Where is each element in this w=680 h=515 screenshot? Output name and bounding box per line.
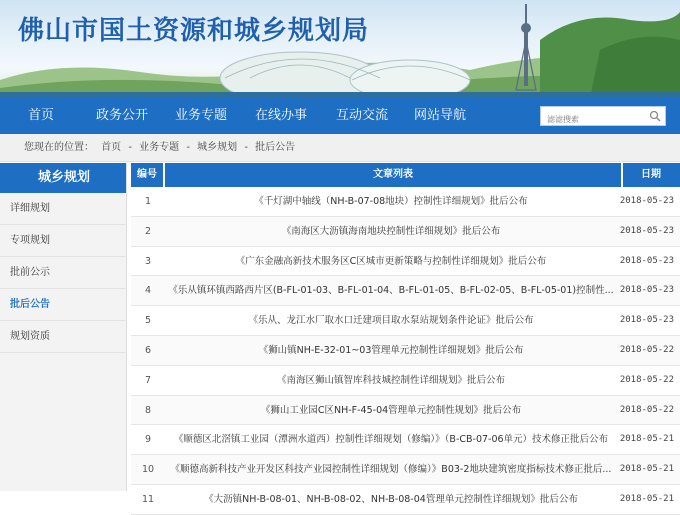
site-title: 佛山市国土资源和城乡规划局 [18,16,370,46]
row-number: 11 [141,493,155,505]
nav-home[interactable]: 首页 [28,108,55,123]
breadcrumb-separator: - [128,142,132,153]
article-title-link[interactable]: 《南海区大沥镇海南地块控制性详细规划》批后公布 [281,225,501,237]
breadcrumb-separator: - [244,142,248,153]
sidebar-item-post-approval-notice[interactable]: 批后公告 [0,289,126,321]
sidebar-heading: 城乡规划 [0,163,126,193]
breadcrumb-urban-rural-planning[interactable]: 城乡规划 [197,142,238,153]
row-date: 2018-05-21 [619,493,674,504]
row-number: 8 [144,404,152,416]
article-title-link[interactable]: 《顺德高新科技产业开发区科技产业园控制性详细规划（修编）》B03-2地块建筑密度指标技术修正批后... [170,464,612,476]
table-row[interactable] [131,276,680,306]
breadcrumb-separator: - [186,142,190,153]
row-number: 2 [144,225,152,237]
row-number: 1 [144,196,152,207]
breadcrumb [0,134,680,162]
table-row[interactable] [131,306,680,336]
nav-online-services[interactable]: 在线办事 [255,108,308,123]
row-number: 6 [144,344,152,356]
article-title-link[interactable]: 《大沥镇NH-B-08-01、NH-B-08-02、NH-B-08-04管理单元控制性详细规划》批后公布 [204,493,578,505]
row-date: 2018-05-22 [619,374,674,385]
row-date: 2018-05-22 [619,344,674,355]
nav-interaction[interactable]: 互动交流 [336,108,389,123]
table-body [131,187,680,515]
nav-business-topics[interactable]: 业务专题 [175,108,228,123]
row-date: 2018-05-23 [619,196,674,206]
table-row[interactable] [131,425,680,455]
row-date: 2018-05-21 [619,464,674,475]
nav-government-affairs[interactable]: 政务公开 [96,108,149,123]
header-article-list: 文章列表 [165,163,621,187]
table-row[interactable] [131,366,680,396]
search-input[interactable] [541,111,647,129]
table-row[interactable] [131,187,680,217]
site-banner [0,0,680,98]
sidebar [0,163,127,491]
table-row[interactable] [131,396,680,426]
breadcrumb-business-topics[interactable]: 业务专题 [139,142,180,153]
table-header [131,163,680,187]
row-date: 2018-05-23 [619,255,674,266]
table-row[interactable] [131,217,680,247]
row-date: 2018-05-21 [619,434,674,445]
breadcrumb-current: 批后公告 [255,142,296,153]
row-date: 2018-05-23 [619,225,674,236]
breadcrumb-home[interactable]: 首页 [101,142,122,153]
breadcrumb-prefix: 您现在的位置： [24,142,94,153]
search-icon[interactable] [649,110,661,122]
article-title-link[interactable]: 《千灯湖中轴线（NH-B-07-08地块）控制性详细规划》批后公布 [254,196,528,207]
row-number: 9 [144,434,152,446]
article-title-link[interactable]: 《广东金融高新技术服务区C区城市更新策略与控制性详细规划》批后公布 [235,255,547,267]
row-number: 3 [144,255,152,267]
table-row[interactable] [131,485,680,515]
sidebar-item-planning-qualification[interactable]: 规划资质 [0,321,126,353]
sidebar-item-special-planning[interactable]: 专项规划 [0,225,126,257]
row-number: 5 [144,315,152,327]
nav-site-guide[interactable]: 网站导航 [414,108,467,123]
row-number: 4 [144,285,152,297]
row-number: 7 [144,374,152,386]
sidebar-item-pre-approval-notice[interactable]: 批前公示 [0,257,126,289]
row-number: 10 [141,464,155,476]
search-box [540,106,666,126]
article-title-link[interactable]: 《乐从、龙江水厂取水口迁建项目取水泵站规划条件论证》批后公布 [248,315,534,327]
header-number: 编号 [131,163,163,187]
table-row[interactable] [131,336,680,366]
row-date: 2018-05-22 [619,404,674,415]
article-title-link[interactable]: 《南海区狮山镇智库科技城控制性详细规划》批后公布 [276,374,505,386]
row-date: 2018-05-23 [619,285,674,296]
article-title-link[interactable]: 《狮山镇NH-E-32-01~03管理单元控制性详细规划》批后公布 [258,344,524,356]
article-title-link[interactable]: 《狮山工业园C区NH-F-45-04管理单元控制性规划》批后公布 [260,404,522,416]
table-row[interactable] [131,455,680,485]
table-row[interactable] [131,247,680,277]
article-title-link[interactable]: 《顺德区北滘镇工业园（潭洲水道西）控制性详细规划（修编）》（B-CB-07-06单元）技术修正批后公布 [173,434,609,446]
header-date: 日期 [623,163,680,187]
article-title-link[interactable]: 《乐从镇环镇西路西片区(B-FL-01-03、B-FL-01-04、B-FL-01-05、B-FL-02-05、B-FL-05-01)控制性... [168,285,614,297]
row-date: 2018-05-23 [619,315,674,326]
sidebar-item-detailed-planning[interactable]: 详细规划 [0,193,126,225]
article-table [131,163,680,515]
